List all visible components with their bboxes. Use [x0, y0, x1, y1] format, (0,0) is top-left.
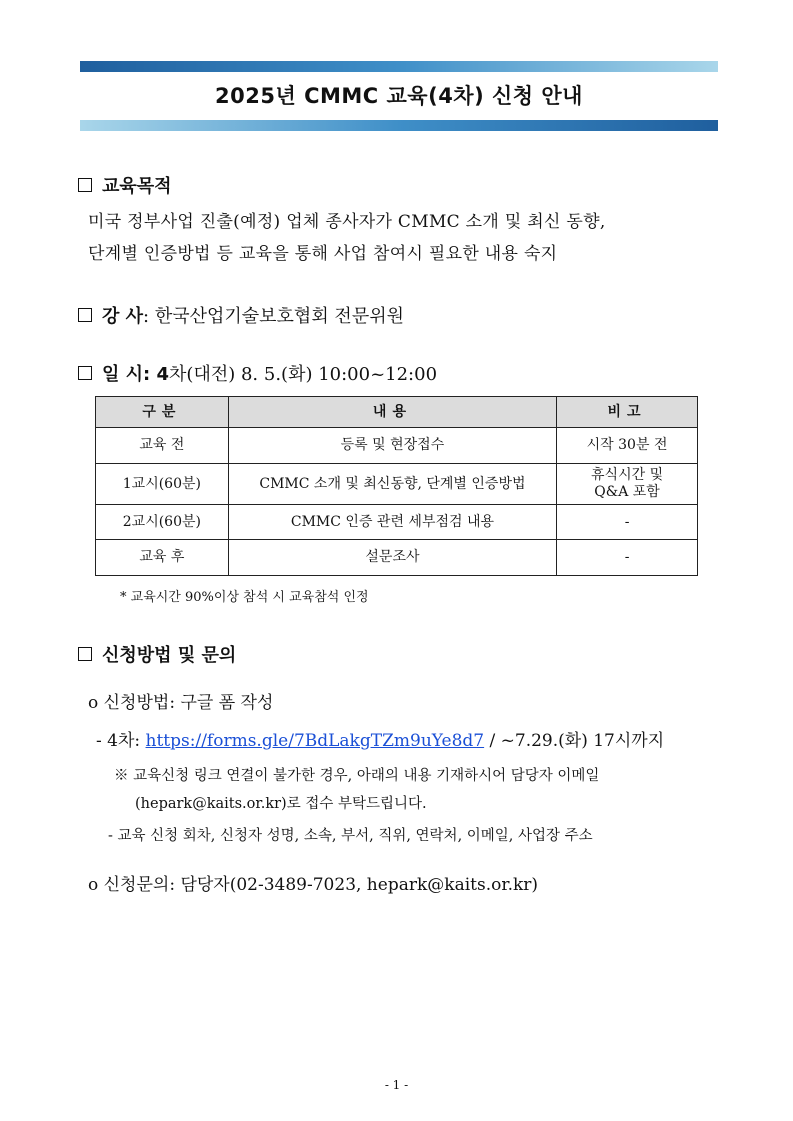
table-row — [96, 540, 698, 576]
round-label: - 4차: — [96, 731, 146, 751]
table-row — [96, 464, 698, 505]
table-cell: - — [557, 505, 698, 540]
required-fields: - 교육 신청 회차, 신청자 성명, 소속, 부서, 직위, 연락처, 이메일, 사업장 주소 — [108, 828, 593, 844]
lecturer-value: : 한국산업기술보호협회 전문위원 — [143, 306, 404, 327]
table-cell: 설문조사 — [228, 540, 556, 576]
section-heading: 일 시: 4 — [102, 364, 170, 385]
table-cell: 교육 후 — [96, 540, 229, 576]
table-row — [96, 505, 698, 540]
schedule-table — [95, 396, 698, 576]
section-schedule — [78, 360, 437, 386]
table-cell: 휴식시간 및 Q&A 포함 — [557, 464, 698, 505]
application-form-link[interactable]: https://forms.gle/7BdLakgTZm9uYe8d7 — [145, 731, 485, 751]
section-lecturer — [78, 302, 404, 328]
table-header: 내용 — [228, 397, 556, 428]
table-header-row — [96, 397, 698, 428]
schedule-value: 차(대전) 8. 5.(화) 10:00~12:00 — [169, 364, 438, 385]
apply-round-line — [96, 726, 664, 751]
section-heading: 교육목적 — [102, 176, 172, 197]
table-row — [96, 428, 698, 464]
table-cell: CMMC 인증 관련 세부점검 내용 — [228, 505, 556, 540]
table-cell: 등록 및 현장접수 — [228, 428, 556, 464]
page-number: - 1 - — [384, 1078, 409, 1092]
checkbox-icon — [78, 308, 92, 322]
section-purpose — [78, 172, 172, 198]
purpose-line: 미국 정부사업 진출(예정) 업체 종사자가 CMMC 소개 및 최신 동향, — [88, 212, 606, 232]
table-cell: - — [557, 540, 698, 576]
page-title: 2025년 CMMC 교육(4차) 신청 안내 — [215, 84, 583, 108]
checkbox-icon — [78, 178, 92, 192]
attendance-note: * 교육시간 90%이상 참석 시 교육참석 인정 — [120, 590, 369, 605]
notice-line: ※ 교육신청 링크 연결이 불가한 경우, 아래의 내용 기재하시어 담당자 이메일 — [114, 768, 600, 784]
table-header: 구분 — [96, 397, 229, 428]
title-bar-top — [80, 61, 718, 72]
inquiry-contact: o 신청문의: 담당자(02-3489-7023, hepark@kaits.or.kr) — [88, 875, 539, 895]
deadline-text: / ~7.29.(화) 17시까지 — [484, 731, 665, 751]
purpose-line: 단계별 인증방법 등 교육을 통해 사업 참여시 필요한 내용 숙지 — [88, 244, 558, 264]
table-cell: 교육 전 — [96, 428, 229, 464]
apply-method: o 신청방법: 구글 폼 작성 — [88, 693, 274, 713]
purpose-text — [88, 206, 720, 270]
table-cell: 2교시(60분) — [96, 505, 229, 540]
table-header: 비고 — [557, 397, 698, 428]
table-cell: CMMC 소개 및 최신동향, 단계별 인증방법 — [228, 464, 556, 505]
notice-line: (hepark@kaits.or.kr)로 접수 부탁드립니다. — [135, 796, 427, 812]
section-heading: 강 사 — [102, 306, 144, 327]
section-heading: 신청방법 및 문의 — [102, 645, 237, 666]
checkbox-icon — [78, 647, 92, 661]
section-apply — [78, 641, 236, 667]
checkbox-icon — [78, 366, 92, 380]
table-cell: 1교시(60분) — [96, 464, 229, 505]
table-cell: 시작 30분 전 — [557, 428, 698, 464]
title-bar-bottom — [80, 120, 718, 131]
